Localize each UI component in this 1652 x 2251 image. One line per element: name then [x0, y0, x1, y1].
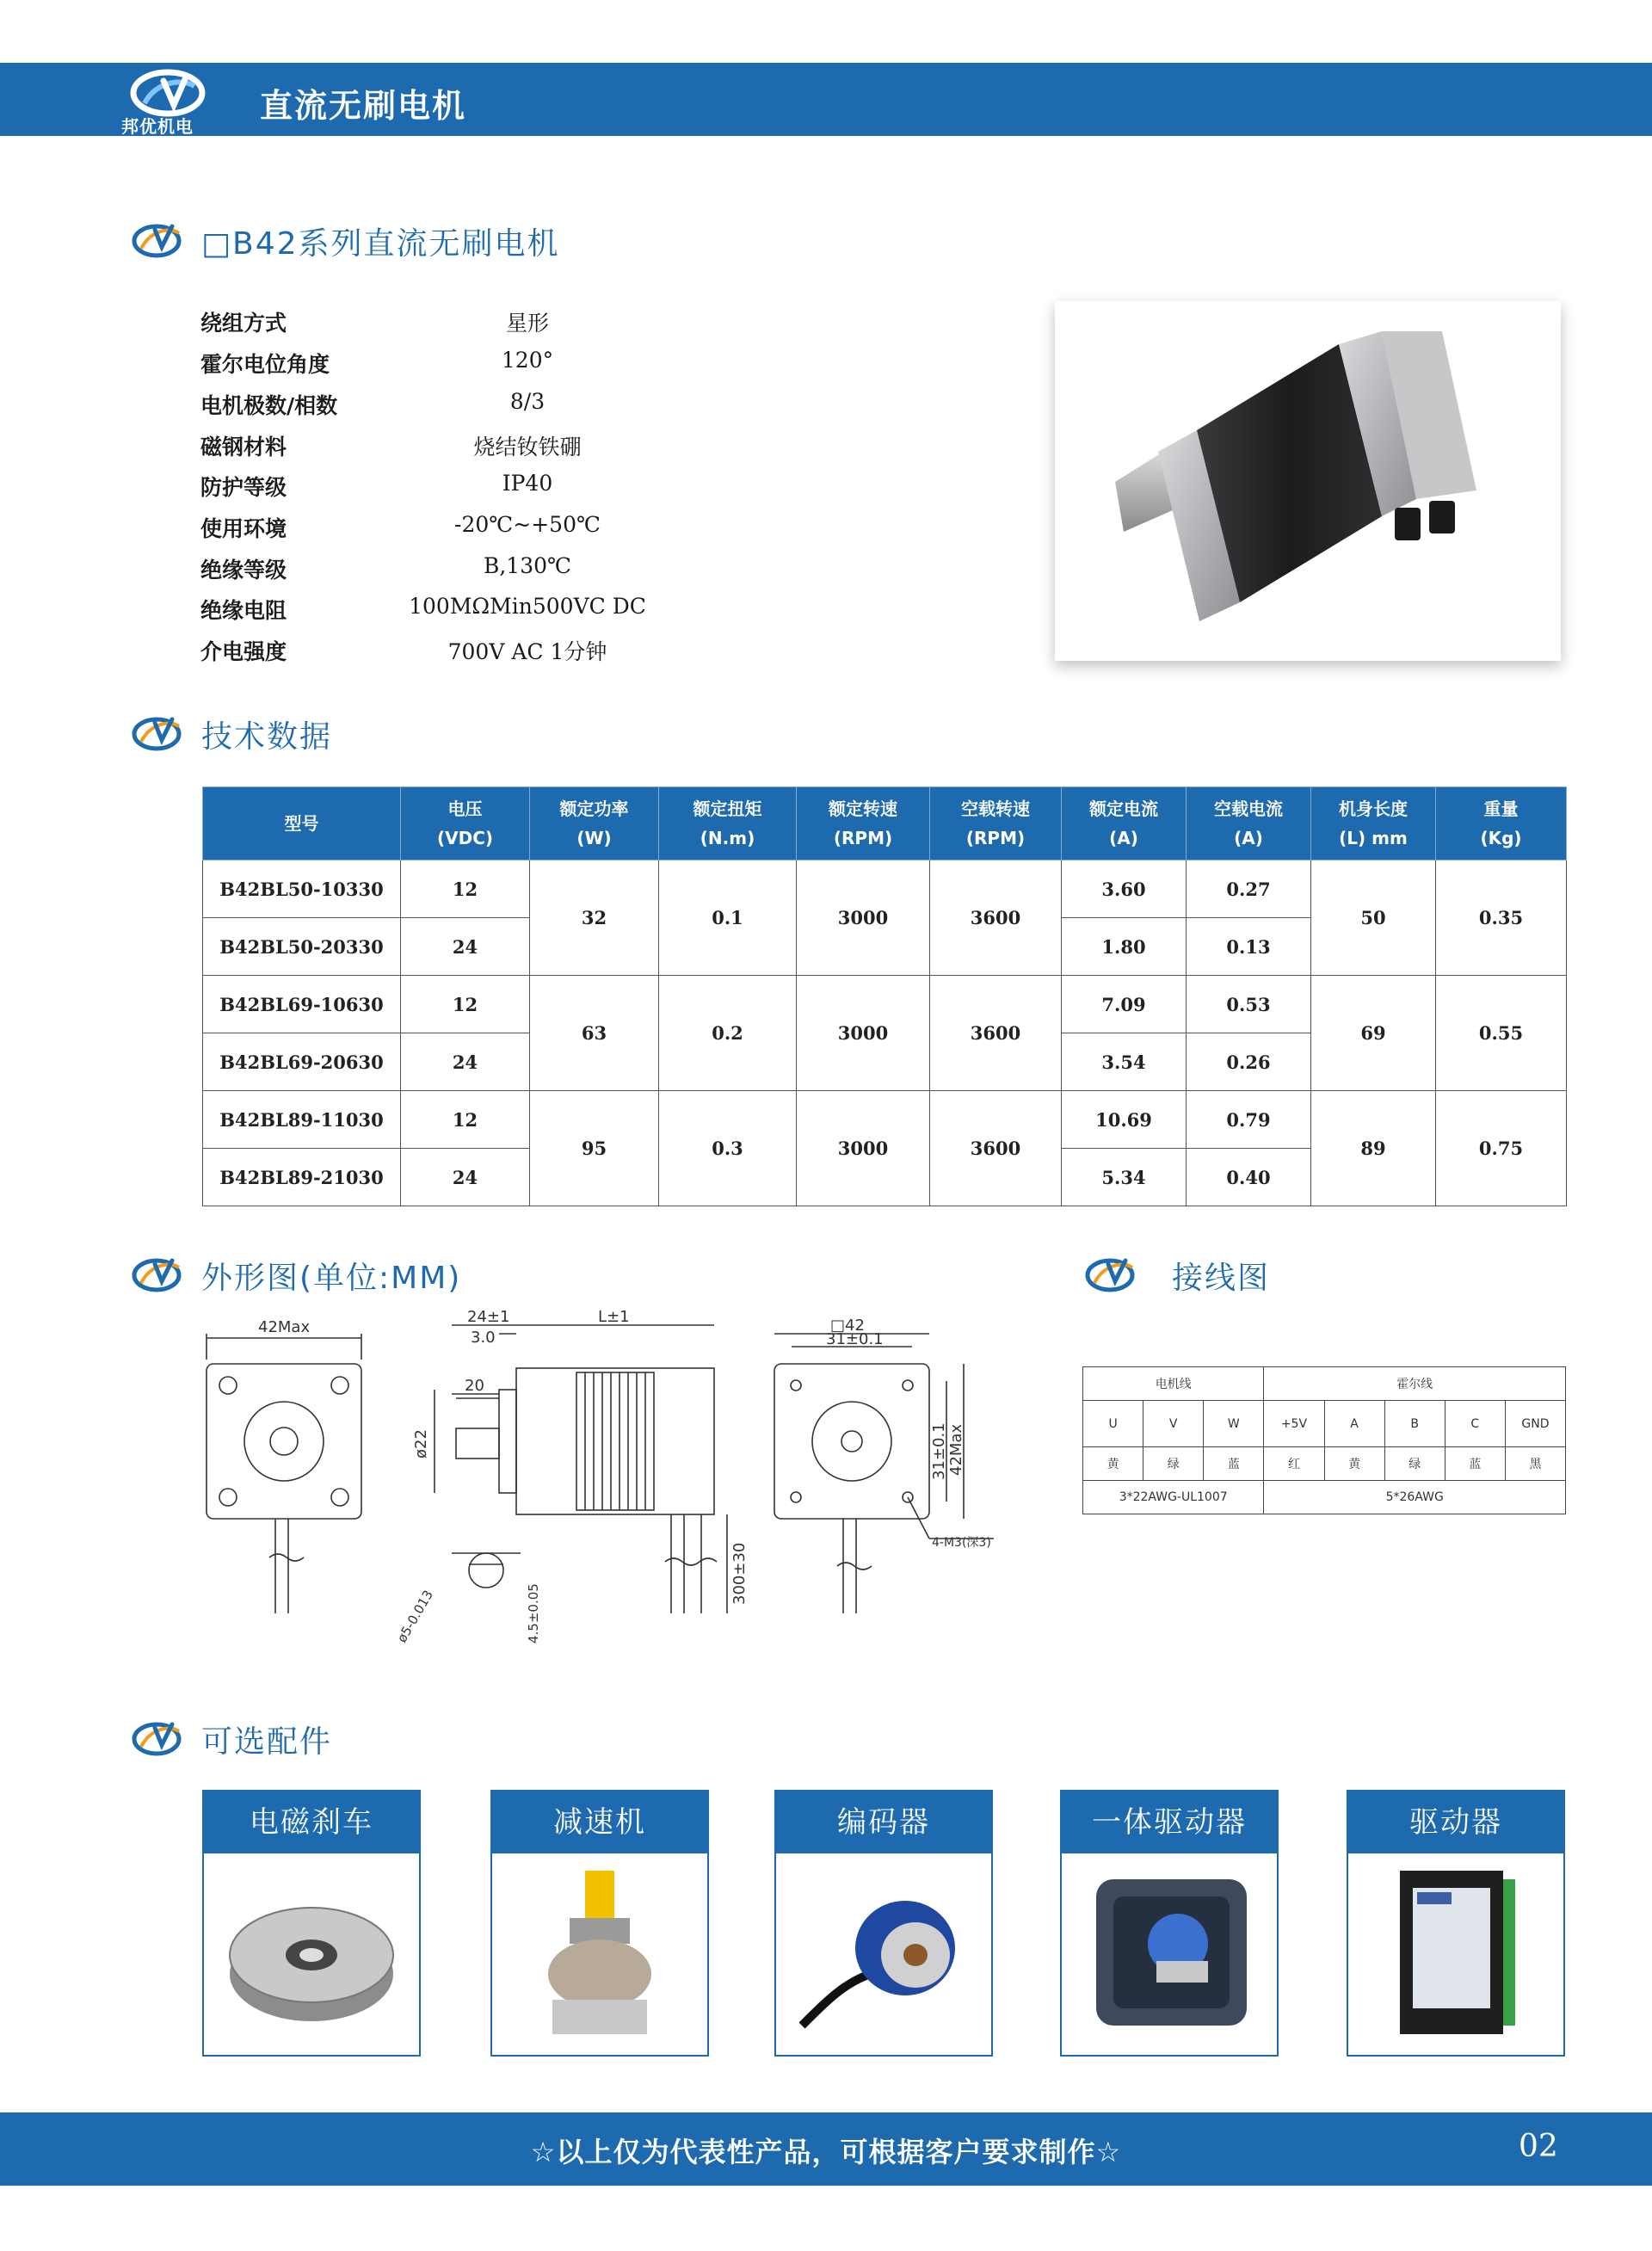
- cell-body-length: 89: [1311, 1091, 1436, 1206]
- cell-model: B42BL50-20330: [203, 918, 401, 976]
- table-header-row: [203, 787, 1567, 860]
- column-header-line2: (W): [576, 828, 612, 848]
- column-header: [203, 787, 401, 860]
- spec-row: [200, 306, 682, 341]
- document-title: 直流无刷电机: [260, 87, 467, 125]
- pin-label: V: [1143, 1401, 1204, 1447]
- dim-flat-depth: 4.5±0.05: [526, 1583, 541, 1644]
- wire-color: 绿: [1384, 1447, 1445, 1481]
- pin-label: A: [1324, 1401, 1384, 1447]
- dim-shaft-fit: ø5-0.013: [393, 1587, 437, 1645]
- dim-flange: 3.0: [471, 1329, 496, 1347]
- pin-label: +5V: [1264, 1401, 1324, 1447]
- dim-mount-holes: 4-M3(深3): [932, 1536, 991, 1550]
- pin-row: [1083, 1401, 1566, 1447]
- spec-row: [200, 635, 682, 669]
- column-header-line2: (VDC): [436, 828, 494, 848]
- cell-model: B42BL89-11030: [203, 1091, 401, 1149]
- wire-color: 黄: [1324, 1447, 1384, 1481]
- table-row: [203, 860, 1567, 918]
- dim-body-length: L±1: [598, 1308, 630, 1326]
- column-header: [1062, 787, 1187, 860]
- cell-rated-speed: 3000: [797, 976, 930, 1091]
- column-header: [530, 787, 659, 860]
- column-header-line1: 机身长度: [1339, 799, 1408, 819]
- cell-rated-current: 7.09: [1062, 976, 1187, 1033]
- column-header-line2: (RPM): [833, 828, 893, 848]
- cell-body-length: 50: [1311, 860, 1436, 976]
- spec-label: 防护等级: [200, 475, 287, 500]
- spec-label: 使用环境: [200, 516, 287, 541]
- gearbox-photo: [492, 1853, 707, 2055]
- cell-rated-torque: 0.1: [659, 860, 797, 976]
- column-header-line2: (RPM): [965, 828, 1026, 848]
- cell-model: B42BL50-10330: [203, 860, 401, 918]
- column-header: [1187, 787, 1311, 860]
- integrated-driver-photo: [1062, 1853, 1277, 2055]
- cell-voltage: 12: [401, 860, 530, 918]
- cell-noload-speed: 3600: [930, 976, 1062, 1091]
- column-header-line2: (L) mm: [1339, 828, 1408, 848]
- outline-drawing: [194, 1308, 998, 1669]
- spec-row: [200, 430, 682, 465]
- cell-noload-speed: 3600: [930, 1091, 1062, 1206]
- encoder-photo: [776, 1853, 991, 2055]
- wire-color: 蓝: [1204, 1447, 1264, 1481]
- header-bar: [0, 63, 1652, 136]
- cell-rated-current: 5.34: [1062, 1149, 1187, 1206]
- column-header: [659, 787, 797, 860]
- section-logo-icon: [129, 711, 188, 755]
- column-header-line1: 空载转速: [961, 799, 1030, 819]
- cell-voltage: 24: [401, 918, 530, 976]
- cell-voltage: 24: [401, 1033, 530, 1091]
- hall-wire-group: 霍尔线: [1264, 1367, 1566, 1401]
- accessory-card-driver[interactable]: [1347, 1790, 1565, 2057]
- column-header-line1: 空载电流: [1214, 799, 1283, 819]
- spec-row: [200, 348, 682, 382]
- pin-label: C: [1445, 1401, 1505, 1447]
- column-header-line1: 电压: [447, 799, 483, 819]
- tech-data-title: 技术数据: [201, 719, 333, 755]
- column-header-line1: 重量: [1483, 799, 1519, 819]
- color-row: [1083, 1447, 1566, 1481]
- section-logo-icon: [129, 1252, 188, 1297]
- section-logo-icon: [129, 218, 188, 262]
- cell-noload-current: 0.40: [1187, 1149, 1311, 1206]
- column-header-line1: 型号: [284, 813, 319, 834]
- footer-note: ☆以上仅为代表性产品，可根据客户要求制作☆: [530, 2136, 1122, 2168]
- dim-front-width: 42Max: [258, 1318, 311, 1336]
- cell-noload-current: 0.27: [1187, 860, 1311, 918]
- outline-title: 外形图(单位:MM): [201, 1261, 462, 1296]
- brake-photo: [204, 1853, 419, 2055]
- cell-voltage: 12: [401, 976, 530, 1033]
- accessory-label: 编码器: [776, 1792, 991, 1853]
- motor-illustration: [1055, 301, 1561, 661]
- column-header-line1: 额定功率: [559, 799, 629, 819]
- column-header: [930, 787, 1062, 860]
- spec-row: [200, 553, 682, 588]
- pin-label: U: [1083, 1401, 1143, 1447]
- table-row: [203, 1091, 1567, 1149]
- cell-rated-power: 95: [530, 1091, 659, 1206]
- wiring-table: [1082, 1366, 1566, 1514]
- wire-color: 蓝: [1445, 1447, 1505, 1481]
- spec-value: 100MΩMin500VC DC: [409, 594, 646, 619]
- spec-label: 绝缘电阻: [200, 598, 287, 623]
- spec-value: 烧结钕铁硼: [473, 435, 582, 459]
- cell-body-length: 69: [1311, 976, 1436, 1091]
- dim-flat-length: 20: [465, 1377, 484, 1395]
- cell-rated-speed: 3000: [797, 860, 930, 976]
- wire-color: 黄: [1083, 1447, 1143, 1481]
- cell-rated-speed: 3000: [797, 1091, 930, 1206]
- spec-label: 霍尔电位角度: [200, 352, 330, 377]
- dim-shaft-length: 24±1: [467, 1308, 510, 1326]
- cell-rated-current: 1.80: [1062, 918, 1187, 976]
- spec-label: 绝缘等级: [200, 558, 287, 583]
- motor-wire-group: 电机线: [1083, 1367, 1264, 1401]
- column-header-line2: (N.m): [700, 828, 755, 848]
- spec-row: [200, 389, 682, 423]
- column-header-line2: (A): [1234, 828, 1263, 848]
- pin-label: W: [1204, 1401, 1264, 1447]
- cell-noload-current: 0.26: [1187, 1033, 1311, 1091]
- cell-weight: 0.75: [1436, 1091, 1567, 1206]
- tech-data-table: [202, 786, 1567, 1206]
- spec-row: [200, 512, 682, 546]
- accessory-label: 减速机: [492, 1792, 707, 1853]
- cell-rated-current: 3.54: [1062, 1033, 1187, 1091]
- dim-bolt-spacing: 31±0.1: [826, 1330, 884, 1348]
- spec-label: 绕组方式: [200, 311, 287, 336]
- spec-value: 120°: [501, 348, 554, 373]
- cell-voltage: 24: [401, 1149, 530, 1206]
- spec-value: 8/3: [509, 389, 546, 414]
- cell-rated-current: 10.69: [1062, 1091, 1187, 1149]
- hall-cable-spec: 5*26AWG: [1264, 1481, 1566, 1514]
- column-header: [401, 787, 530, 860]
- cell-rated-torque: 0.2: [659, 976, 797, 1091]
- cell-rated-power: 32: [530, 860, 659, 976]
- cell-noload-speed: 3600: [930, 860, 1062, 976]
- dim-lead-length: 300±30: [730, 1542, 749, 1605]
- accessory-card-brake[interactable]: [202, 1790, 421, 2057]
- series-title: □B42系列直流无刷电机: [201, 226, 560, 262]
- wiring-title: 接线图: [1172, 1261, 1271, 1296]
- wire-color: 黑: [1505, 1447, 1565, 1481]
- cell-weight: 0.35: [1436, 860, 1567, 976]
- spec-row: [200, 594, 682, 628]
- accessory-label: 一体驱动器: [1062, 1792, 1277, 1853]
- logo-text: 邦优机电: [121, 116, 194, 137]
- motor-photo: [1055, 301, 1561, 661]
- cell-rated-current: 3.60: [1062, 860, 1187, 918]
- column-header: [1436, 787, 1567, 860]
- cell-model: B42BL89-21030: [203, 1149, 401, 1206]
- page-number: 02: [1519, 2129, 1558, 2164]
- cell-rated-torque: 0.3: [659, 1091, 797, 1206]
- cell-noload-current: 0.53: [1187, 976, 1311, 1033]
- column-header: [797, 787, 930, 860]
- section-logo-icon: [1082, 1252, 1141, 1297]
- cell-model: B42BL69-10630: [203, 976, 401, 1033]
- wire-color: 红: [1264, 1447, 1324, 1481]
- spec-value: B,130℃: [483, 553, 571, 578]
- dim-square: □42: [830, 1317, 865, 1335]
- accessory-label: 电磁刹车: [204, 1792, 419, 1853]
- cell-voltage: 12: [401, 1091, 530, 1149]
- accessory-card-gearbox[interactable]: [490, 1790, 709, 2057]
- spec-value: 700V AC 1分钟: [447, 639, 607, 664]
- dim-bolt-spacing-vertical: 31±0.1: [930, 1422, 948, 1480]
- cell-noload-current: 0.13: [1187, 918, 1311, 976]
- pin-label: B: [1384, 1401, 1445, 1447]
- accessory-card-encoder[interactable]: [774, 1790, 993, 2057]
- section-logo-icon: [129, 1716, 188, 1761]
- driver-photo: [1348, 1853, 1563, 2055]
- cell-model: B42BL69-20630: [203, 1033, 401, 1091]
- motor-cable-spec: 3*22AWG-UL1007: [1083, 1481, 1264, 1514]
- pin-label: GND: [1505, 1401, 1565, 1447]
- accessory-card-integrated-driver[interactable]: [1060, 1790, 1279, 2057]
- dim-height-max: 42Max: [947, 1423, 965, 1476]
- wire-color: 绿: [1143, 1447, 1204, 1481]
- dim-shaft-diameter: ø22: [412, 1429, 430, 1459]
- accessories-title: 可选配件: [201, 1724, 333, 1760]
- column-header: [1311, 787, 1436, 860]
- cell-weight: 0.55: [1436, 976, 1567, 1091]
- cell-rated-power: 63: [530, 976, 659, 1091]
- table-row: [203, 976, 1567, 1033]
- column-header-line2: (A): [1109, 828, 1138, 848]
- column-header-line2: (Kg): [1480, 828, 1522, 848]
- column-header-line1: 额定电流: [1089, 799, 1158, 819]
- spec-value: IP40: [502, 471, 553, 496]
- spec-value: -20℃~+50℃: [454, 512, 601, 537]
- spec-label: 介电强度: [200, 639, 287, 664]
- spec-value: 星形: [505, 311, 549, 336]
- spec-label: 电机极数/相数: [200, 393, 338, 418]
- spec-label: 磁钢材料: [200, 435, 287, 459]
- accessory-label: 驱动器: [1348, 1792, 1563, 1853]
- column-header-line1: 额定转速: [829, 799, 897, 819]
- cell-noload-current: 0.79: [1187, 1091, 1311, 1149]
- spec-row: [200, 471, 682, 505]
- column-header-line1: 额定扭矩: [693, 799, 762, 819]
